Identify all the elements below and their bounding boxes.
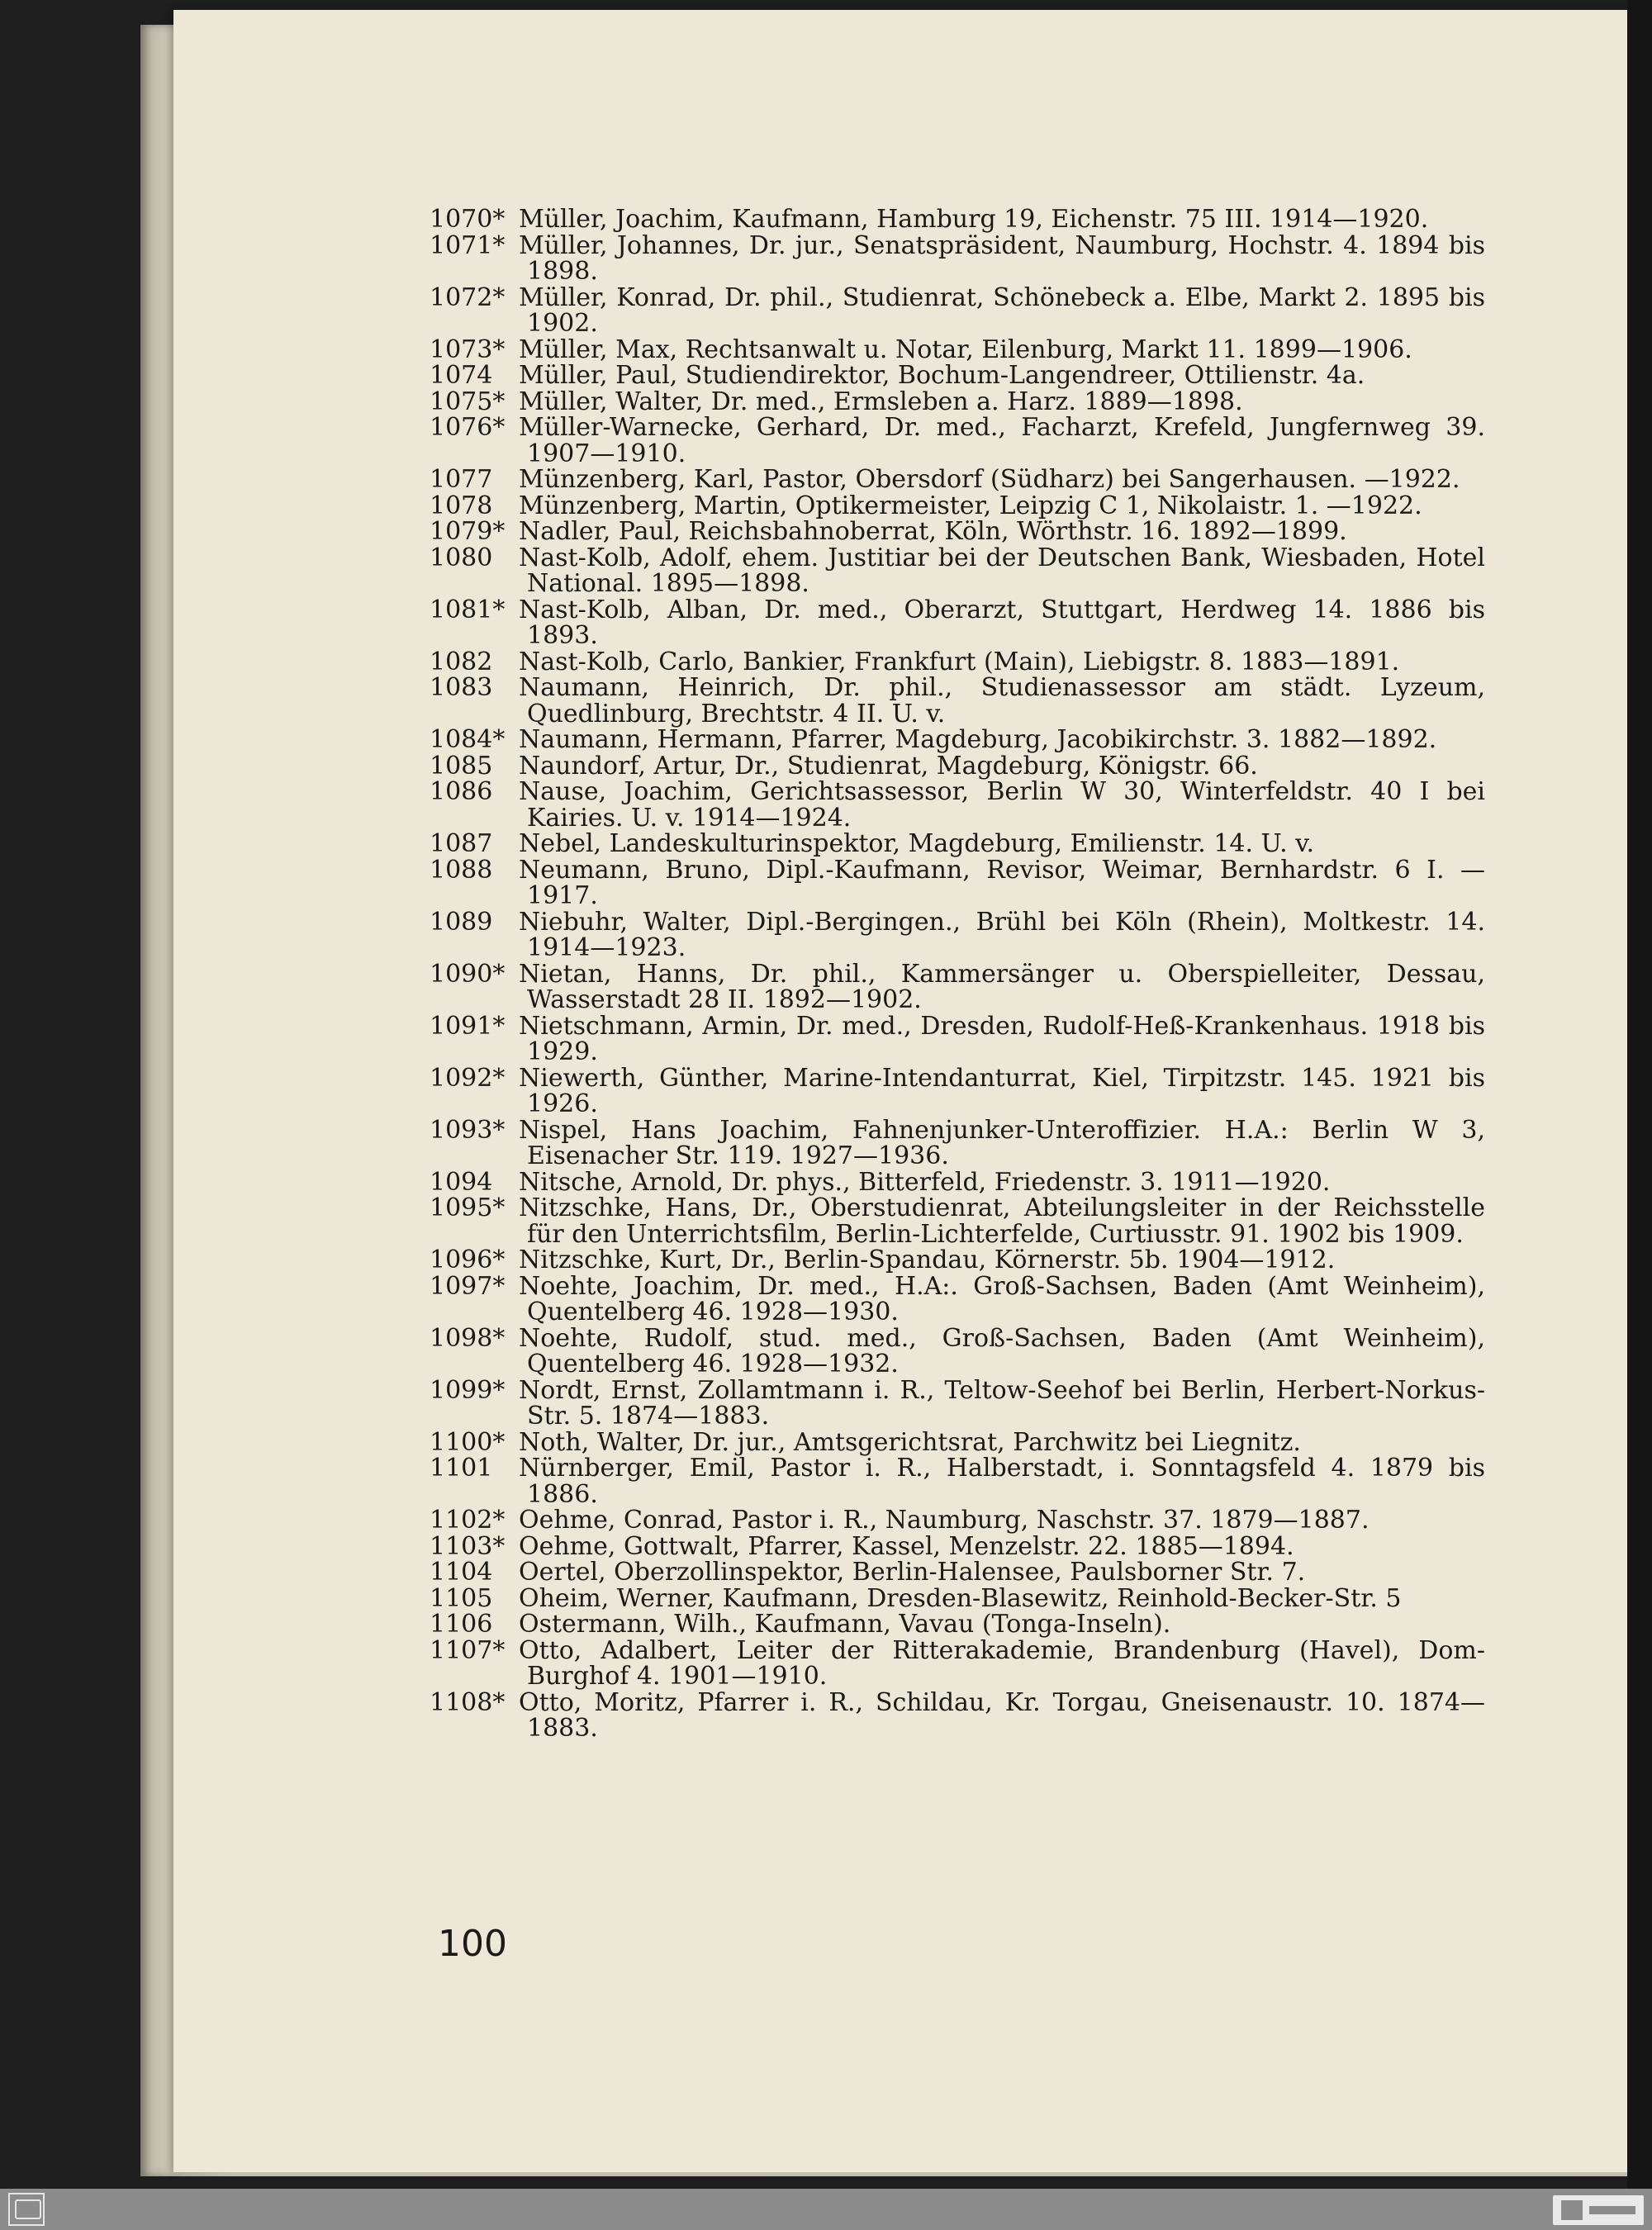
entry-text: Nürnberger, Emil, Pastor i. R., Halberstadt, i. Sonntagsfeld 4. 1879 bis 1886.: [519, 1454, 1485, 1509]
entry-text: Müller, Joachim, Kaufmann, Hamburg 19, Eichenstr. 75 III. 1914—1920.: [519, 205, 1429, 234]
entry-text: Otto, Moritz, Pfarrer i. R., Schildau, Kr. Torgau, Gneisenaustr. 10. 1874—1883.: [519, 1687, 1485, 1743]
list-entry: [430, 1195, 1485, 1247]
entry-number: 1086: [430, 777, 493, 806]
list-entry: [430, 467, 1485, 493]
entry-text: Müller, Johannes, Dr. jur., Senatspräsident, Naumburg, Hochstr. 4. 1894 bis 1898.: [519, 230, 1485, 286]
entry-number: 1072*: [430, 282, 506, 312]
entry-text: Müller, Walter, Dr. med., Ermsleben a. Harz. 1889—1898.: [519, 387, 1243, 416]
entry-number: 1102*: [430, 1506, 506, 1535]
list-entry: [430, 1559, 1485, 1586]
list-entry: [430, 779, 1485, 831]
entry-number: 1107*: [430, 1635, 506, 1665]
list-entry: [430, 334, 1485, 364]
list-entry: [430, 909, 1485, 961]
list-entry: [430, 363, 1485, 389]
entry-number: 1092*: [430, 1063, 506, 1093]
entry-text: Oheim, Werner, Kaufmann, Dresden-Blasewitz, Reinhold-Becker-Str. 5: [519, 1583, 1402, 1613]
entry-number: 1105: [430, 1583, 493, 1613]
entry-number: 1088: [430, 855, 493, 885]
entry-text: Nordt, Ernst, Zollamtmann i. R., Teltow-Seehof bei Berlin, Herbert-Norkus-Str. 5. 1874—1883.: [519, 1375, 1485, 1431]
viewer-footer-bar: [0, 2189, 1652, 2230]
list-entry: [430, 1583, 1485, 1613]
list-entry: [430, 1375, 1485, 1431]
list-entry: [430, 545, 1485, 597]
page-edge-shadow: [1627, 0, 1652, 2230]
entry-text: Nast-Kolb, Carlo, Bankier, Frankfurt (Main), Liebigstr. 8. 1883—1891.: [519, 647, 1400, 676]
entry-number: 1083: [430, 673, 493, 702]
library-logo-icon: [8, 2193, 45, 2226]
list-entry: [430, 206, 1485, 233]
entry-number: 1085: [430, 751, 493, 780]
entry-text: Naumann, Hermann, Pfarrer, Magdeburg, Jacobikirchstr. 3. 1882—1892.: [519, 725, 1437, 754]
entry-text: Oehme, Gottwalt, Pfarrer, Kassel, Menzelstr. 22. 1885—1894.: [519, 1531, 1294, 1561]
entry-text: Müller-Warnecke, Gerhard, Dr. med., Facharzt, Krefeld, Jungfernweg 39. 1907—1910.: [519, 413, 1485, 468]
list-entry: [430, 389, 1485, 415]
entry-text: Nitzschke, Hans, Dr., Oberstudienrat, Abteilungsleiter in der Reichsstelle für den Unterrichtsfilm, Berlin-Lichterfelde, Curtiusstr. 91. 1902 bis 1909.: [519, 1193, 1485, 1249]
entry-number: 1103*: [430, 1531, 506, 1561]
list-entry: [430, 597, 1485, 649]
entry-number: 1071*: [430, 230, 506, 260]
entry-text: Niebuhr, Walter, Dipl.-Bergingen., Brühl bei Köln (Rhein), Moltkestr. 14. 1914—1923.: [519, 907, 1485, 962]
entry-number: 1081*: [430, 595, 506, 624]
entry-number: 1078: [430, 491, 493, 520]
entry-text: Nispel, Hans Joachim, Fahnenjunker-Unteroffizier. H.A.: Berlin W 3, Eisenacher Str. 119. 1927—1936.: [519, 1115, 1485, 1170]
entry-text: Nast-Kolb, Alban, Dr. med., Oberarzt, Stuttgart, Herdweg 14. 1886 bis 1893.: [519, 595, 1485, 650]
entry-number: 1099*: [430, 1375, 506, 1405]
entry-number: 1082: [430, 647, 493, 676]
list-entry: [430, 1531, 1485, 1561]
entry-number: 1094: [430, 1167, 493, 1197]
entry-number: 1089: [430, 907, 493, 937]
entry-number: 1077: [430, 465, 493, 494]
entry-text: Müller, Paul, Studiendirektor, Bochum-Langendreer, Ottilienstr. 4a.: [519, 361, 1365, 390]
entry-number: 1079*: [430, 517, 506, 546]
list-entry: [430, 282, 1485, 338]
entry-text: Neumann, Bruno, Dipl.-Kaufmann, Revisor, Weimar, Bernhardstr. 6 I. —1917.: [519, 855, 1485, 910]
entry-text: Nause, Joachim, Gerichtsassessor, Berlin W 30, Winterfeldstr. 40 I bei Kairies. U. v. 1914—1924.: [519, 777, 1485, 833]
entry-text: Nast-Kolb, Adolf, ehem. Justitiar bei der Deutschen Bank, Wiesbaden, Hotel National. 1895—1898.: [519, 543, 1485, 598]
list-entry: [430, 1455, 1485, 1507]
list-entry: [430, 1687, 1485, 1743]
entry-text: Noehte, Rudolf, stud. med., Groß-Sachsen, Baden (Amt Weinheim), Quentelberg 46. 1928—1932.: [519, 1323, 1485, 1378]
list-entry: [430, 1323, 1485, 1378]
entry-number: 1074: [430, 361, 493, 390]
entry-number: 1108*: [430, 1687, 506, 1717]
entry-number: 1091*: [430, 1011, 506, 1041]
entry-number: 1076*: [430, 413, 506, 442]
list-entry: [430, 727, 1485, 753]
entry-number: 1100*: [430, 1427, 506, 1457]
member-list: [430, 206, 1485, 1742]
entry-text: Nitzschke, Kurt, Dr., Berlin-Spandau, Körnerstr. 5b. 1904—1912.: [519, 1245, 1336, 1274]
list-entry: [430, 415, 1485, 467]
entry-text: Müller, Konrad, Dr. phil., Studienrat, Schönebeck a. Elbe, Markt 2. 1895 bis 1902.: [519, 282, 1485, 338]
list-entry: [430, 1247, 1485, 1274]
entry-number: 1095*: [430, 1193, 506, 1222]
page-number: 100: [438, 1923, 507, 1965]
entry-number: 1098*: [430, 1323, 506, 1353]
entry-number: 1073*: [430, 334, 506, 364]
entry-number: 1075*: [430, 387, 506, 416]
entry-number: 1080: [430, 543, 493, 572]
entry-text: Nadler, Paul, Reichsbahnoberrat, Köln, Wörthstr. 16. 1892—1899.: [519, 517, 1347, 546]
entry-text: Nitsche, Arnold, Dr. phys., Bitterfeld, Friedenstr. 3. 1911—1920.: [519, 1167, 1331, 1197]
entry-text: Noehte, Joachim, Dr. med., H.A:. Groß-Sachsen, Baden (Amt Weinheim), Quentelberg 46. 1928—1930.: [519, 1271, 1485, 1326]
entry-text: Münzenberg, Martin, Optikermeister, Leipzig C 1, Nikolaistr. 1. —1922.: [519, 491, 1422, 520]
entry-text: Oehme, Conrad, Pastor i. R., Naumburg, Naschstr. 37. 1879—1887.: [519, 1506, 1370, 1535]
list-entry: [430, 1117, 1485, 1170]
entry-number: 1090*: [430, 959, 506, 989]
list-entry: [430, 857, 1485, 909]
entry-number: 1106: [430, 1610, 493, 1639]
entry-text: Niewerth, Günther, Marine-Intendanturrat, Kiel, Tirpitzstr. 145. 1921 bis 1926.: [519, 1063, 1485, 1118]
entry-number: 1084*: [430, 725, 506, 754]
list-entry: [430, 230, 1485, 286]
entry-text: Noth, Walter, Dr. jur., Amtsgerichtsrat, Parchwitz bei Liegnitz.: [519, 1427, 1301, 1457]
list-entry: [430, 1635, 1485, 1691]
dfg-logo-icon: [1553, 2195, 1644, 2225]
entry-number: 1093*: [430, 1115, 506, 1145]
entry-text: Münzenberg, Karl, Pastor, Obersdorf (Südharz) bei Sangerhausen. —1922.: [519, 465, 1460, 494]
list-entry: [430, 649, 1485, 676]
list-entry: [430, 675, 1485, 727]
list-entry: [430, 753, 1485, 780]
entry-text: Oertel, Oberzollinspektor, Berlin-Halensee, Paulsborner Str. 7.: [519, 1558, 1306, 1587]
entry-number: 1070*: [430, 205, 506, 234]
entry-text: Otto, Adalbert, Leiter der Ritterakademie, Brandenburg (Havel), Dom-Burghof 4. 1901—1910.: [519, 1635, 1485, 1691]
entry-number: 1087: [430, 829, 493, 858]
list-entry: [430, 1065, 1485, 1117]
list-entry: [430, 1427, 1485, 1457]
entry-number: 1101: [430, 1454, 493, 1483]
entry-number: 1097*: [430, 1271, 506, 1301]
list-entry: [430, 1507, 1485, 1534]
entry-text: Nebel, Landeskulturinspektor, Magdeburg, Emilienstr. 14. U. v.: [519, 829, 1315, 858]
list-entry: [430, 1013, 1485, 1065]
entry-text: Naumann, Heinrich, Dr. phil., Studienassessor am städt. Lyzeum, Quedlinburg, Brechtstr. 4 II. U. v.: [519, 673, 1485, 728]
list-entry: [430, 1167, 1485, 1197]
list-entry: [430, 1611, 1485, 1638]
entry-text: Nietan, Hanns, Dr. phil., Kammersänger u. Oberspielleiter, Dessau, Wasserstadt 28 II. 1892—1902.: [519, 959, 1485, 1014]
list-entry: [430, 961, 1485, 1013]
entry-text: Nietschmann, Armin, Dr. med., Dresden, Rudolf-Heß-Krankenhaus. 1918 bis 1929.: [519, 1011, 1485, 1066]
list-entry: [430, 1271, 1485, 1326]
entry-text: Müller, Max, Rechtsanwalt u. Notar, Eilenburg, Markt 11. 1899—1906.: [519, 334, 1412, 364]
list-entry: [430, 519, 1485, 545]
entry-text: Ostermann, Wilh., Kaufmann, Vavau (Tonga-Inseln).: [519, 1610, 1171, 1639]
list-entry: [430, 493, 1485, 520]
entry-number: 1096*: [430, 1245, 506, 1274]
list-entry: [430, 831, 1485, 857]
entry-text: Naundorf, Artur, Dr., Studienrat, Magdeburg, Königstr. 66.: [519, 751, 1258, 780]
entry-number: 1104: [430, 1558, 493, 1587]
